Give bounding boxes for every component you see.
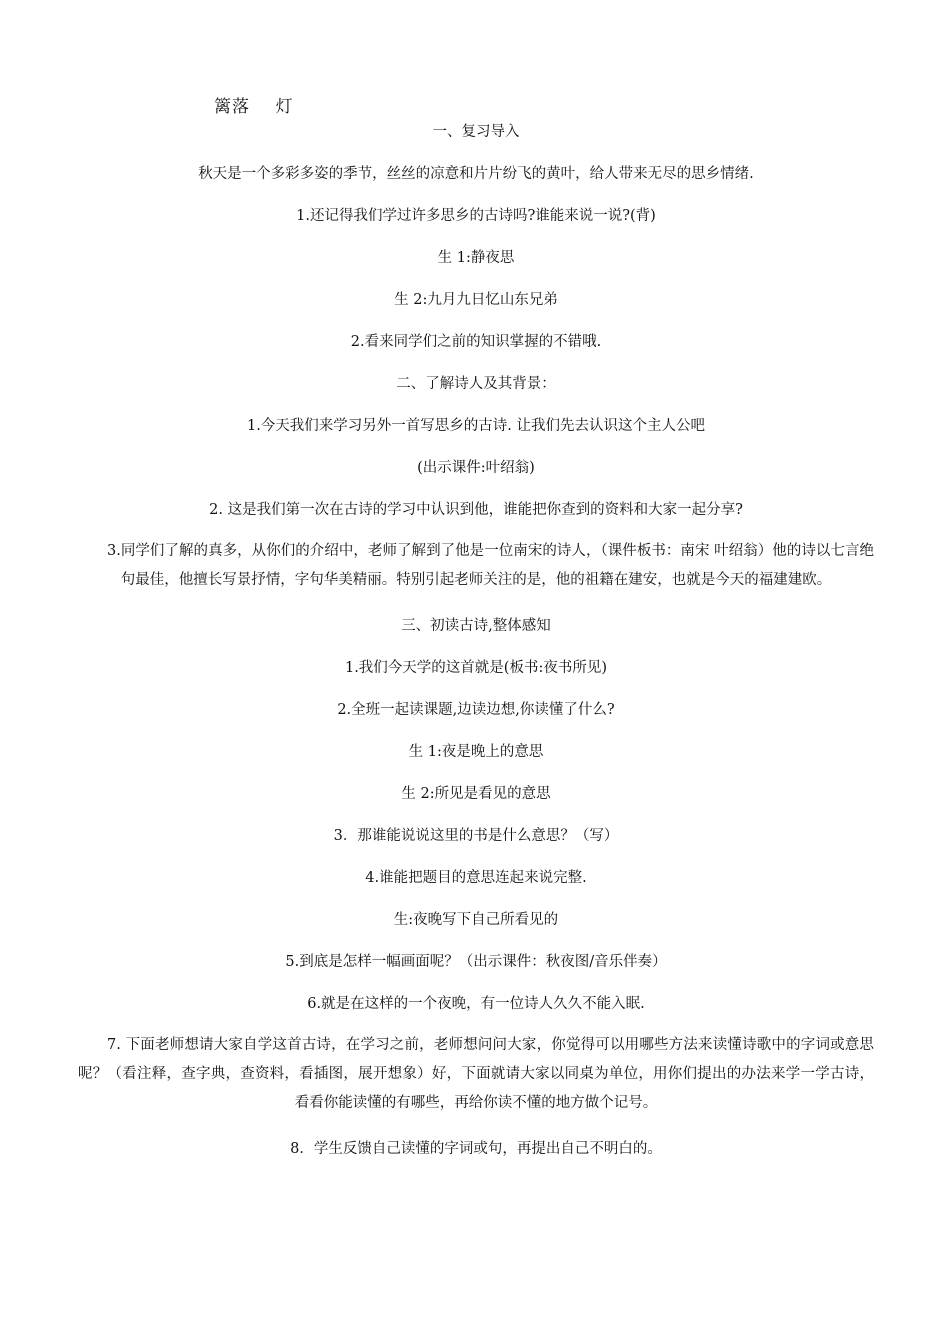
document-title: 篱落 灯	[214, 97, 294, 117]
poet-background-paragraph: 3.同学们了解的真多，从你们的介绍中，老师了解到了他是一位南宋的诗人，（课件板书：南宋 叶绍翁）他的诗以七言绝句最佳，他擅长写景抒情，字句华美精丽。特别引起老师关注的是，他的祖籍在建安，也就是今天的福建建欧。	[107, 543, 874, 588]
scene-question: 5.到底是怎样一幅画面呢？（出示课件：秋夜图/音乐伴奏）	[285, 954, 667, 970]
poem-title-line: 1.我们今天学的这首就是(板书:夜书所见)	[344, 660, 608, 676]
section-heading-review: 一、复习导入	[432, 124, 520, 140]
meaning-question: 3．那谁能说说这里的书是什么意思？（写）	[333, 828, 619, 844]
feedback-line: 8．学生反馈自己读懂的字词或句，再提出自己不明白的。	[290, 1141, 662, 1157]
complete-meaning-question: 4.谁能把题目的意思连起来说完整.	[365, 870, 587, 886]
document-body	[78, 121, 874, 1180]
poet-intro: 1.今天我们来学习另外一首写思乡的古诗. 让我们先去认识这个主人公吧	[246, 418, 706, 434]
scene-description: 6.就是在这样的一个夜晚，有一位诗人久久不能入眠.	[307, 996, 645, 1012]
student-answer: 生 1:夜是晚上的意思	[408, 744, 544, 760]
courseware-note: (出示课件:叶绍翁)	[417, 460, 535, 476]
section-heading-reading: 三、初读古诗,整体感知	[401, 618, 551, 634]
self-study-paragraph: 7. 下面老师想请大家自学这首古诗，在学习之前，老师想问问大家，你觉得可以用哪些方法来读懂诗歌中的字词或意思呢？（看注释，查字典，查资料，看插图，展开想象）好，下面就请大家以同桌为单位，用你们提出的办法来学一学古诗，看看你能读懂的有哪些，再给你读不懂的地方做个记号。	[78, 1037, 874, 1111]
student-answer: 生 1:静夜思	[437, 250, 515, 266]
reading-question: 2.全班一起读课题,边读边想,你读懂了什么?	[337, 702, 615, 718]
review-question: 1.还记得我们学过许多思乡的古诗吗?谁能来说一说?(背)	[296, 208, 656, 224]
intro-paragraph: 秋天是一个多彩多姿的季节，丝丝的凉意和片片纷飞的黄叶，给人带来无尽的思乡情绪.	[198, 166, 754, 182]
student-answer: 生 2:所见是看见的意思	[401, 786, 551, 802]
section-heading-poet: 二、了解诗人及其背景：	[396, 376, 556, 392]
student-answer: 生:夜晚写下自己所看见的	[393, 912, 559, 928]
student-answer: 生 2:九月九日忆山东兄弟	[394, 292, 558, 308]
share-question: 2. 这是我们第一次在古诗的学习中认识到他，谁能把你查到的资料和大家一起分享?	[209, 502, 743, 518]
teacher-comment: 2.看来同学们之前的知识掌握的不错哦.	[350, 334, 602, 350]
